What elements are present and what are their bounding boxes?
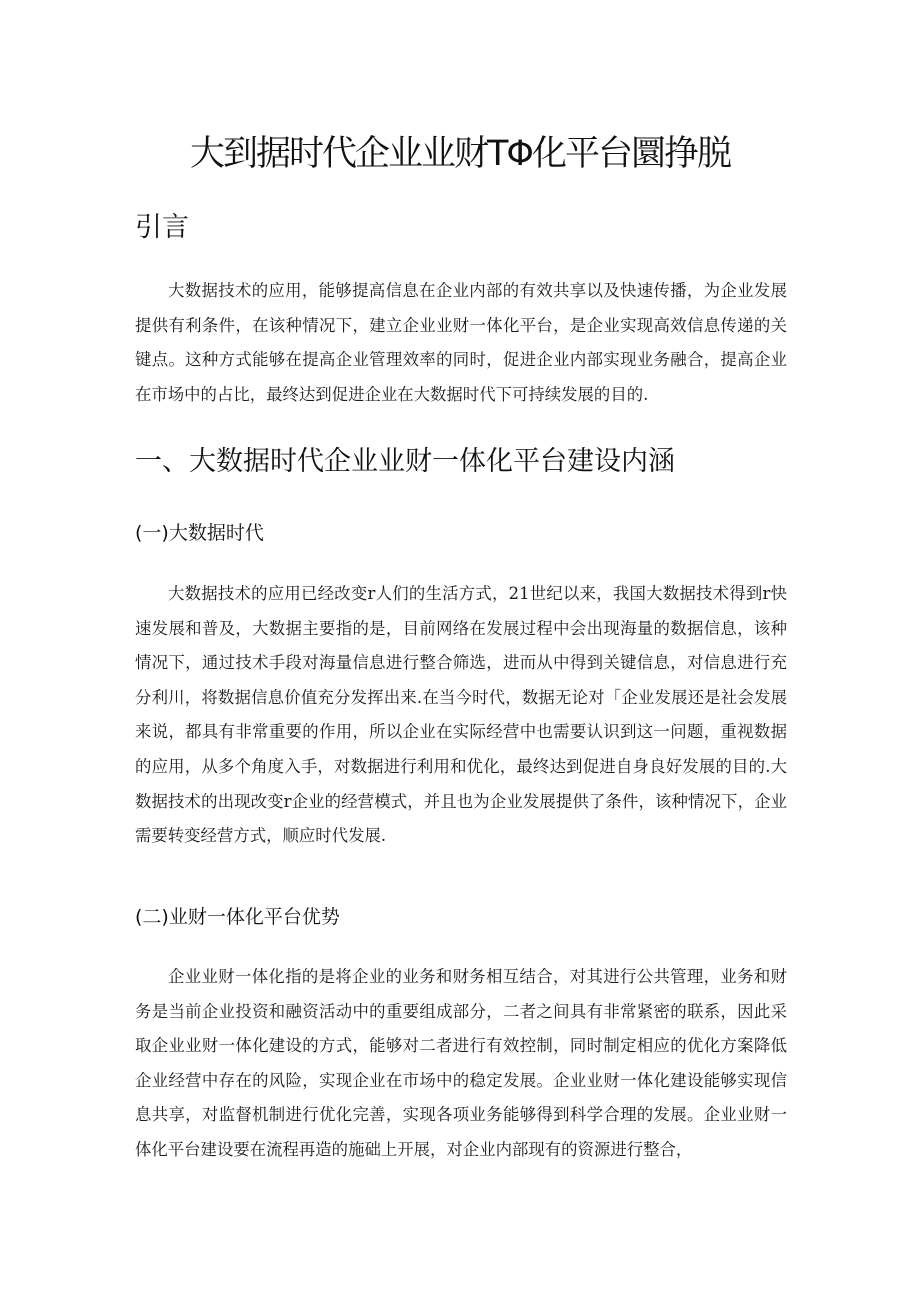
section1-heading: 一、大数据时代企业业财一体化平台建设内涵 [135,446,675,477]
subsection2-paragraph: 企业业财一体化指的是将企业的业务和财务相互结合，对其进行公共管理，业务和财务是当前企业投资和融资活动中的重要组成部分，二者之间具有非常紧密的联系，因此采取企业业财一体化建设的方式，能够对二者进行有效控制，同时制定相应的优化方案降低企业经营中存在的风险，实现企业在市场中的稳定发展。企业业财一体化建设能够实现信息共享，对监督机制进行优化完善，实现各项业务能够得到科学合理的发展。企业业财一体化平台建设要在流程再造的施础上开展，对企业内部现有的资源进行整合， [135,967,787,1159]
subsection2-heading: (二)业财一体化平台优势 [135,906,340,928]
subsection1-heading: (一)大数据时代 [135,522,264,544]
intro-heading: 引言 [135,212,189,243]
subsection1-paragraph: 大数据技术的应用已经改变r人们的生活方式，21世纪以来，我国大数据技术得到r快速发展和普及，大数据主要指的是，目前网络在发展过程中会出现海量的数据信息，该种情况下，通过技术手段对海量信息进行整合筛选，进而从中得到关键信息，对信息进行充分利川，将数据信息价值充分发挥出来.在当今时代，数据无论对「企业发展还是社会发展来说，都具有非常重要的作用，所以企业在实际经营中也需要认识到这一问题，重视数据的应用，从多个角度入手，对数据进行利用和优化，最终达到促进自身良好发展的目的.大数据技术的出现改变r企业的经营模式，并且也为企业发展提供了条件，该种情况下，企业需要转变经营方式，顺应时代发展. [135,584,787,846]
document-title: 大到据时代企业业财TΦ化平台圜挣脱 [190,134,730,174]
intro-paragraph: 大数据技术的应用，能够提高信息在企业内部的有效共享以及快速传播，为企业发展提供有利条件，在该种情况下，建立企业业财一体化平台，是企业实现高效信息传递的关键点。这种方式能够在提高企业管理效率的同时，促进企业内部实现业务融合，提高企业在市场中的占比，最终达到促进企业在大数据时代下可持续发展的目的. [135,281,787,404]
